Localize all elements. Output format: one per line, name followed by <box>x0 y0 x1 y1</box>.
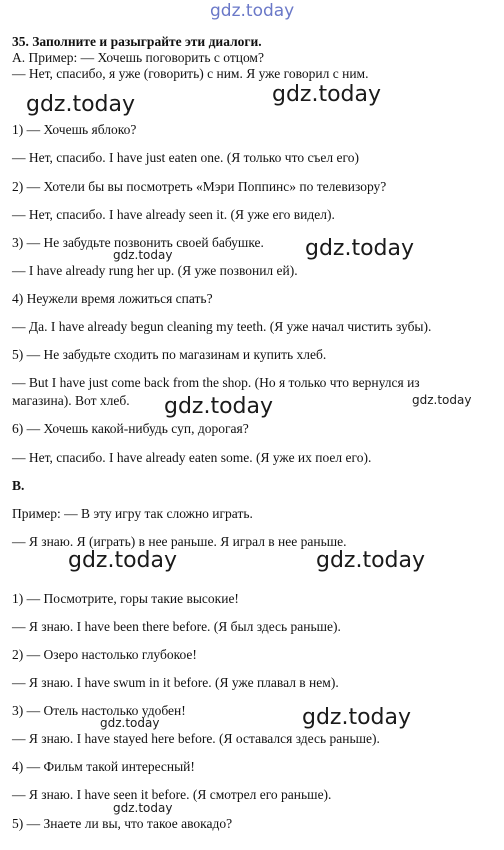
watermark: gdz.today <box>316 548 426 573</box>
dialog-line: — Я знаю. I have been there before. (Я был здесь раньше). <box>12 619 341 634</box>
watermark-small: gdz.today <box>412 393 472 407</box>
part-a-example: А. Пример: — Хочешь поговорить с отцом? <box>12 50 264 65</box>
part-a-example-answer: — Нет, спасибо, я уже (говорить) с ним. Я уже говорил с ним. <box>12 66 369 81</box>
dialog-line: 1) — Посмотрите, горы такие высокие! <box>12 591 239 606</box>
watermark-small: gdz.today <box>100 716 160 730</box>
watermark-small: gdz.today <box>113 248 173 262</box>
dialog-line: 6) — Хочешь какой-нибудь суп, дорогая? <box>12 421 249 436</box>
dialog-line: — Нет, спасибо. I have just eaten one. (Я только что съел его) <box>12 150 359 165</box>
watermark: gdz.today <box>272 82 382 107</box>
dialog-line: — I have already rung her up. (Я уже позвонил ей). <box>12 263 298 278</box>
watermark: gdz.today <box>164 394 274 419</box>
dialog-line: 2) — Хотели бы вы посмотреть «Мэри Поппинс» по телевизору? <box>12 179 387 194</box>
watermark-top: gdz.today <box>210 1 295 21</box>
watermark: gdz.today <box>305 236 415 261</box>
dialog-line: — Я знаю. I have seen it before. (Я смотрел его раньше). <box>12 787 332 802</box>
dialog-line: — But I have just come back from the shop. (Но я только что вернулся из <box>12 375 420 390</box>
dialog-line: — Я знаю. I have stayed here before. (Я оставался здесь раньше). <box>12 731 380 746</box>
dialog-line: 3) — Не забудьте позвонить своей бабушке. <box>12 235 264 250</box>
watermark: gdz.today <box>302 705 412 730</box>
dialog-line: — Я знаю. I have swum in it before. (Я уже плавал в нем). <box>12 675 339 690</box>
part-b-heading: В. <box>12 478 25 493</box>
watermark: gdz.today <box>26 92 136 117</box>
dialog-line: 2) — Озеро настолько глубокое! <box>12 647 197 662</box>
dialog-line: магазина). Вот хлеб. <box>12 393 130 408</box>
dialog-line: 3) — Отель настолько удобен! <box>12 703 186 718</box>
exercise-title: 35. Заполните и разыграйте эти диалоги. <box>12 34 262 49</box>
dialog-line: 5) — Не забудьте сходить по магазинам и купить хлеб. <box>12 347 327 362</box>
part-b-example-answer: — Я знаю. Я (играть) в нее раньше. Я играл в нее раньше. <box>12 534 347 549</box>
dialog-line: 4) — Фильм такой интересный! <box>12 759 195 774</box>
part-b-example: Пример: — В эту игру так сложно играть. <box>12 506 253 521</box>
dialog-line: — Нет, спасибо. I have already seen it. (Я уже его видел). <box>12 207 335 222</box>
dialog-line: 4) Неужели время ложиться спать? <box>12 291 213 306</box>
watermark-small: gdz.today <box>113 801 173 815</box>
watermark: gdz.today <box>68 548 178 573</box>
dialog-line: — Нет, спасибо. I have already eaten some. (Я уже их поел его). <box>12 450 372 465</box>
dialog-line: 5) — Знаете ли вы, что такое авокадо? <box>12 816 233 831</box>
dialog-line: 1) — Хочешь яблоко? <box>12 122 137 137</box>
dialog-line: — Да. I have already begun cleaning my teeth. (Я уже начал чистить зубы). <box>12 319 432 334</box>
